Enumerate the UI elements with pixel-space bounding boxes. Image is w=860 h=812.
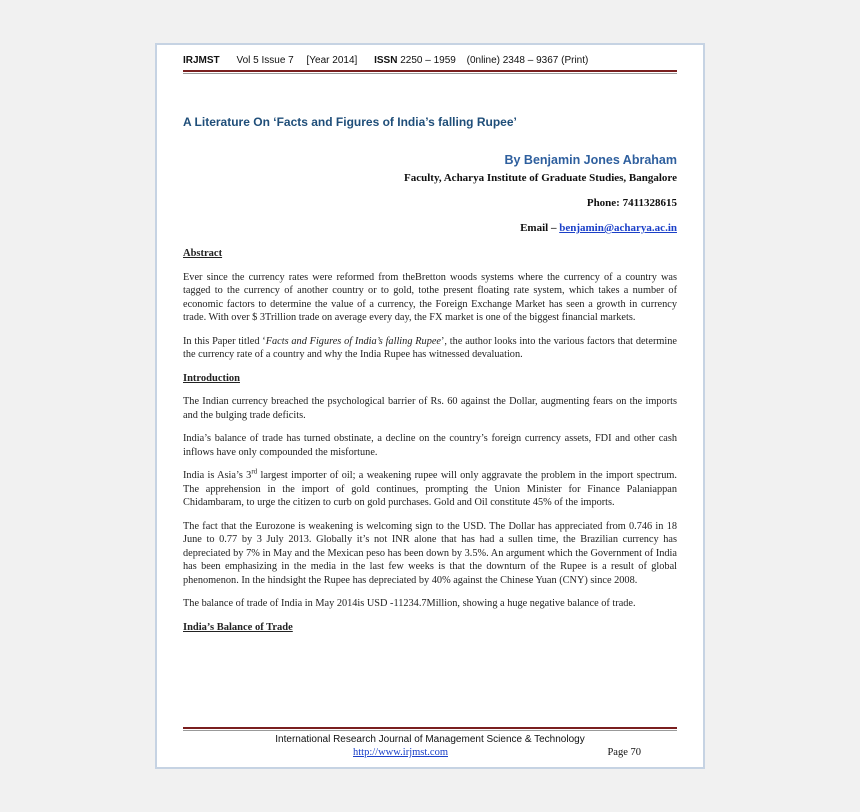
ordinal-suffix: rd bbox=[251, 467, 258, 476]
document-page bbox=[155, 43, 705, 769]
abstract-p2-text-b: ’, the author looks into the various factors that determine the currency rate of a country and why the India Rupee has witnessed devaluation. bbox=[183, 335, 677, 360]
intro-paragraph-5: The balance of trade of India in May 2014is USD -11234.7Million, showing a huge negative balance of trade. bbox=[183, 598, 636, 609]
abstract-paragraph-1: Ever since the currency rates were reformed from theBretton woods systems where the currency of a country was tagged to the currency of another country or to gold, tothe present floating rate system, which takes a number of economic factors to determine the value of a currency, the Foreign Exchange Market has seen a growth in currency trade. With over $ 3Trillion trade on average every day, the FX market is one of the biggest financial markets. bbox=[183, 271, 677, 323]
paper-title-italic: Facts and Figures of India’s falling Rupee bbox=[265, 335, 441, 347]
article-body bbox=[183, 247, 677, 644]
abstract-heading: Abstract bbox=[183, 248, 223, 259]
phone-label: Phone: bbox=[586, 197, 620, 209]
volume-issue: Vol 5 Issue 7 bbox=[236, 55, 294, 66]
issn-online: (0nline) 2348 – 9367 (Print) bbox=[466, 55, 589, 66]
email-link[interactable]: benjamin@acharya.ac.in bbox=[559, 222, 677, 234]
intro-paragraph-3 bbox=[183, 469, 677, 510]
journal-abbrev: IRJMST bbox=[183, 55, 220, 66]
abstract-p2-text-a: In this Paper titled ‘ bbox=[183, 335, 266, 347]
intro-paragraph-4: The fact that the Eurozone is weakening is welcoming sign to the USD. The Dollar has appreciated from 0.746 in 18 June to 0.77 by 3 July 2013. Globally it’s not INR alone that has had a sullen time, the Brazilian currency has depreciated by 7% in May and the Mexican peso has been down by 3.5%. An argument which the Government of India has been emphasizing in the media in the last few weeks is that the downturn of the Rupee is a result of global phenomenon. In the hindsight the Rupee has depreciated by 40% against the Chinese Yuan (CNY) since 2008. bbox=[183, 520, 677, 586]
header-rule-thin bbox=[183, 73, 677, 74]
page-number: Page 70 bbox=[607, 747, 641, 758]
footer-url bbox=[353, 747, 448, 758]
email-label: Email – bbox=[520, 222, 557, 234]
issn-value: 2250 – 1959 bbox=[400, 55, 456, 66]
author-name: By Benjamin Jones Abraham bbox=[504, 153, 677, 167]
footer-rule bbox=[183, 727, 677, 729]
intro-paragraph-2: India’s balance of trade has turned obstinate, a decline on the country’s foreign currency assets, FDI and other cash inflows have only compounded the misfortune. bbox=[183, 433, 677, 458]
intro-paragraph-1: The Indian currency breached the psychological barrier of Rs. 60 against the Dollar, augmenting fears on the imports and the bulging trade deficits. bbox=[183, 396, 677, 421]
footer-rule-thin bbox=[183, 730, 677, 731]
article-title: A Literature On ‘Facts and Figures of India’s falling Rupee’ bbox=[183, 115, 517, 129]
author-phone bbox=[587, 197, 677, 209]
author-affiliation: Faculty, Acharya Institute of Graduate Studies, Bangalore bbox=[404, 172, 677, 184]
abstract-paragraph-2 bbox=[183, 335, 677, 362]
intro-p3-text-a: India is Asia’s 3 bbox=[183, 470, 252, 481]
issn-label: ISSN bbox=[374, 55, 398, 66]
phone-number: 7411328615 bbox=[622, 197, 677, 209]
journal-url-link[interactable]: http://www.irjmst.com bbox=[353, 747, 448, 758]
year: [Year 2014] bbox=[306, 55, 358, 66]
introduction-heading: Introduction bbox=[183, 372, 240, 384]
footer-journal-name: International Research Journal of Management Science & Technology bbox=[275, 734, 585, 745]
intro-p3-text-b: largest importer of oil; a weakening rupee will only aggravate the problem in the import spectrum. The apprehension in the import of gold continues, prompting the Union Minister for Finance Palaniappan Chidambaram, to urge the citizen to curb on gold purchases. Gold and Oil constitute 45% of the imports. bbox=[183, 470, 677, 508]
author-email bbox=[520, 222, 677, 234]
running-header bbox=[183, 55, 677, 66]
balance-of-trade-heading: India’s Balance of Trade bbox=[183, 621, 293, 633]
header-rule bbox=[183, 70, 677, 72]
